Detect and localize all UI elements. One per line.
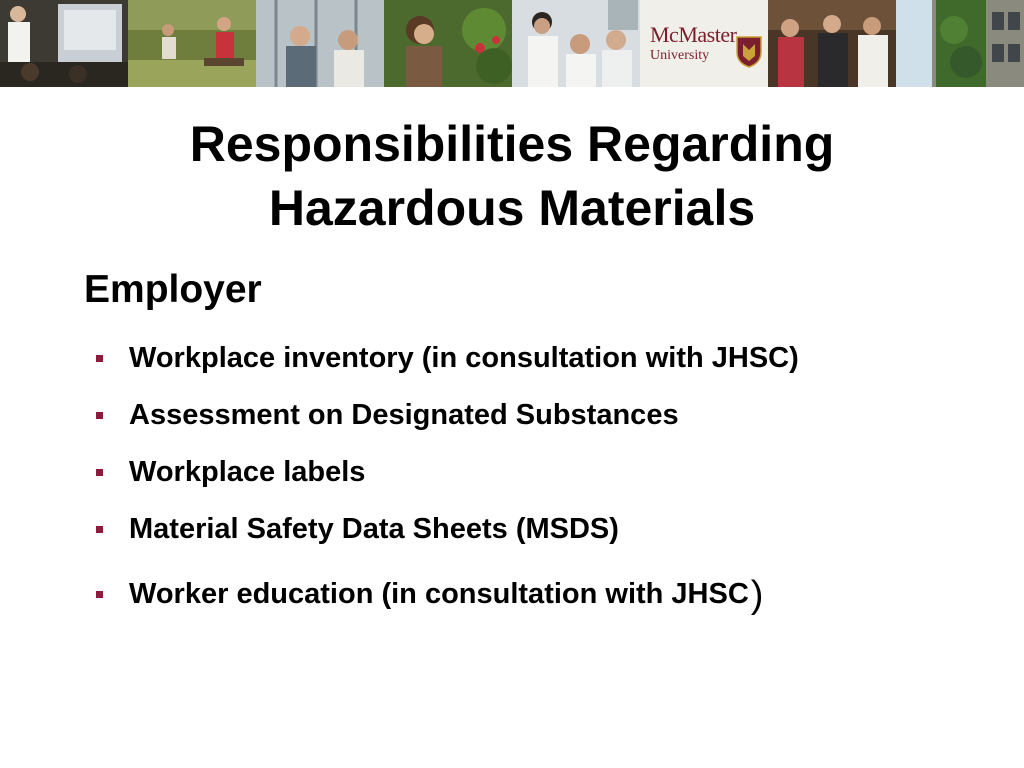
logo-subtitle: University: [650, 48, 710, 63]
lab-researchers-photo: [256, 0, 384, 87]
lecture-photo: [0, 0, 128, 87]
square-bullet-icon: [96, 469, 103, 476]
photo-banner: [0, 0, 1024, 87]
slide-title-line-2: Hazardous Materials: [268, 180, 756, 236]
square-bullet-icon: [96, 355, 103, 362]
list-item-text: Worker education (in consultation with JHSC: [129, 578, 749, 610]
university-logo: [640, 0, 768, 87]
slide-title: [0, 112, 1024, 240]
list-item: [96, 330, 976, 387]
list-item-text: Assessment on Designated Substances: [129, 399, 679, 431]
list-item-text: Material Safety Data Sheets (MSDS): [129, 513, 619, 545]
bullet-list: [96, 330, 976, 623]
crest-icon: [736, 36, 762, 68]
group-discussion-photo: [768, 0, 896, 87]
list-item: [96, 501, 976, 558]
list-item: [96, 566, 976, 623]
square-bullet-icon: [96, 412, 103, 419]
square-bullet-icon: [96, 526, 103, 533]
closing-parenthesis: ): [750, 573, 764, 616]
list-item: [96, 444, 976, 501]
list-item: [96, 387, 976, 444]
list-item-text: Workplace labels: [129, 456, 366, 488]
plant-research-photo: [384, 0, 512, 87]
lab-coat-students-photo: [512, 0, 640, 87]
logo-wordmark: McMaster: [650, 22, 737, 47]
campus-students-photo: [128, 0, 256, 87]
ivy-building-photo: [896, 0, 1024, 87]
square-bullet-icon: [96, 591, 103, 598]
section-heading: Employer: [84, 268, 262, 311]
list-item-text: Workplace inventory (in consultation with JHSC): [129, 342, 799, 374]
slide-title-line-1: Responsibilities Regarding: [189, 116, 835, 172]
